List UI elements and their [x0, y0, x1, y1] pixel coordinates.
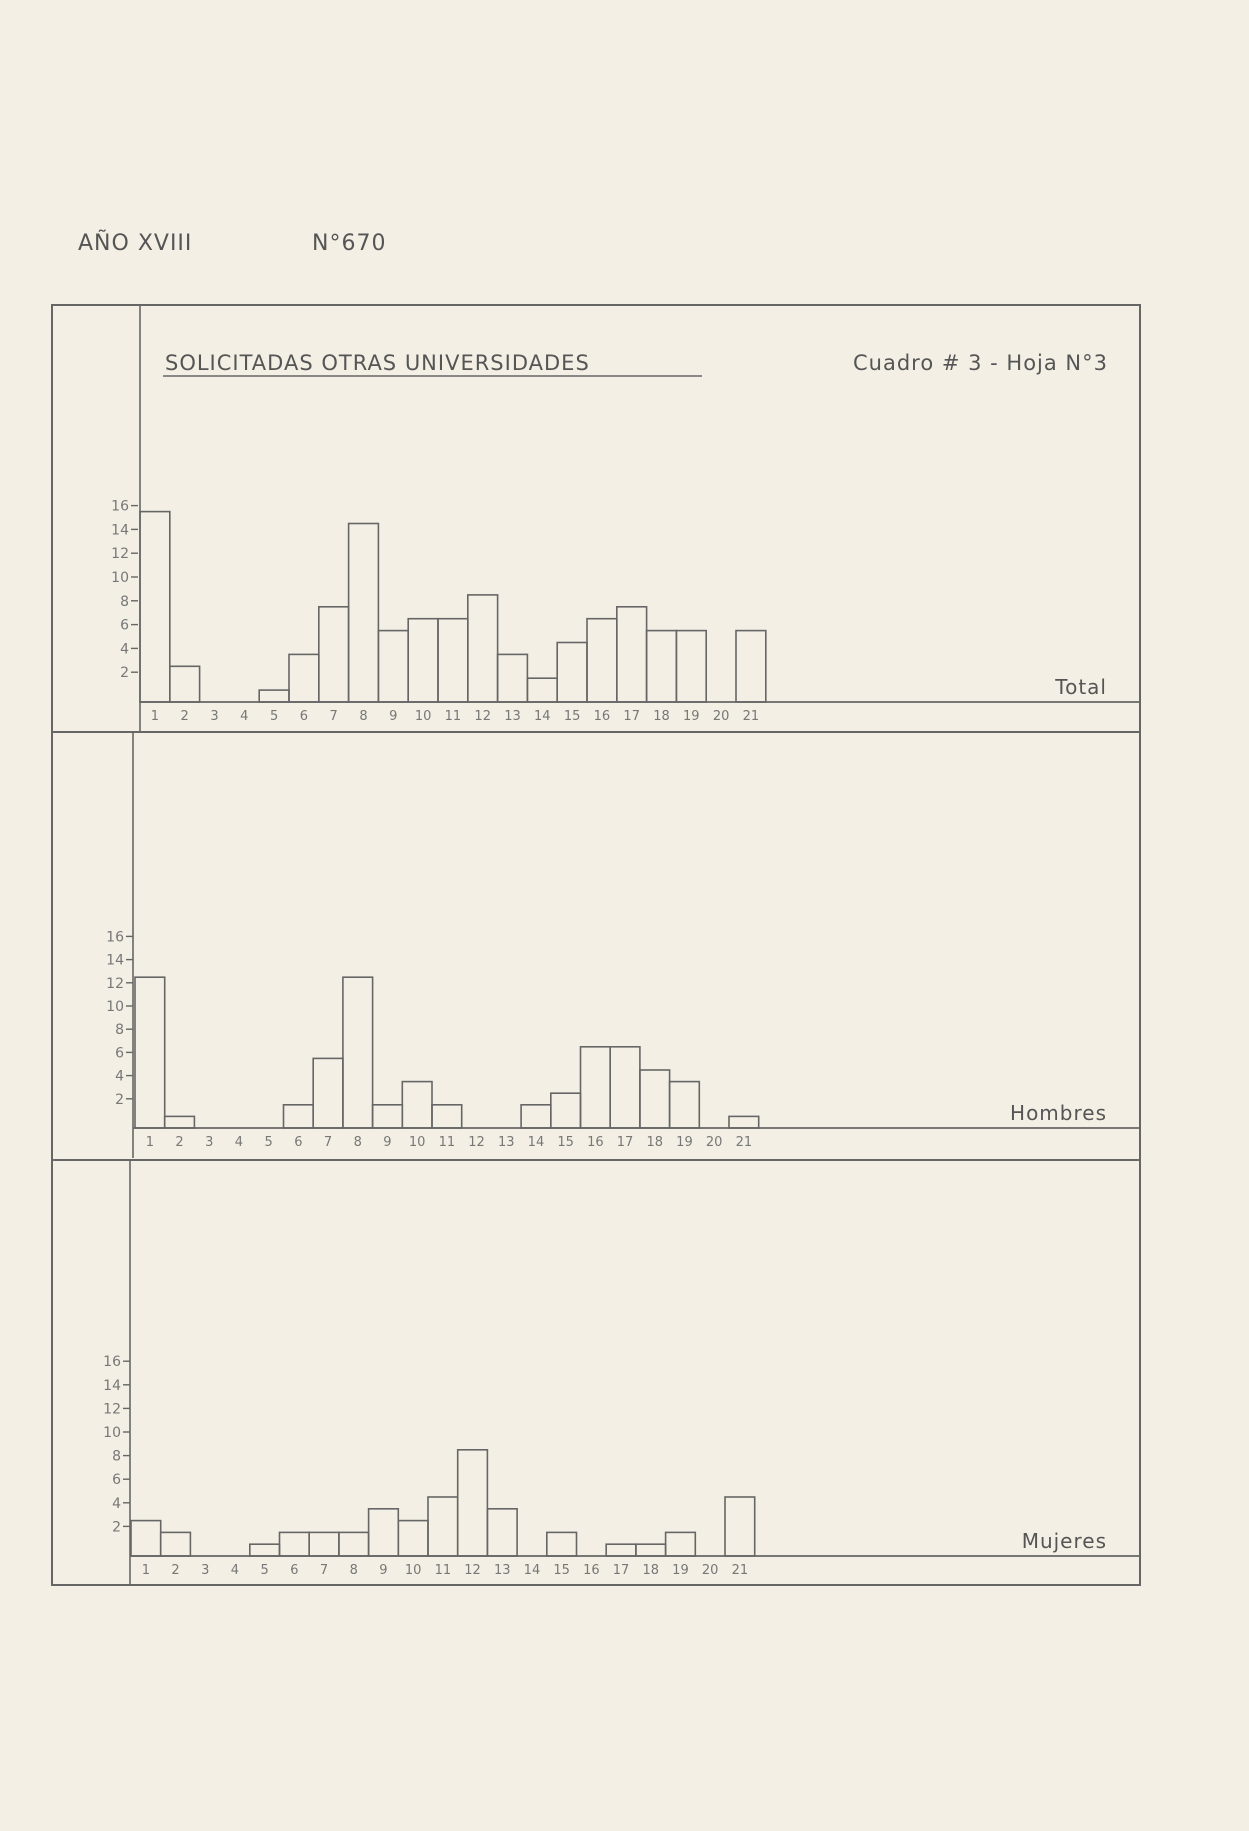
y-tick-label: 6 [120, 617, 129, 634]
x-tick-label: 13 [504, 709, 521, 724]
x-tick-label: 1 [150, 709, 160, 724]
bar [369, 1509, 399, 1556]
x-tick-label: 15 [557, 1135, 574, 1150]
x-tick-label: 4 [230, 1563, 240, 1578]
bar [647, 631, 677, 702]
x-tick-label: 14 [523, 1563, 541, 1578]
x-tick-label: 6 [294, 1135, 303, 1150]
x-tick-label: 14 [527, 1135, 545, 1150]
bar [373, 1105, 403, 1128]
bar [617, 607, 647, 702]
year-header: AÑO XVIII [78, 231, 193, 256]
bar [527, 678, 557, 702]
x-tick-label: 8 [349, 1563, 358, 1578]
x-tick-label: 9 [383, 1135, 392, 1150]
issue-number: N°670 [312, 231, 387, 256]
x-tick-label: 2 [175, 1135, 184, 1150]
bar [557, 643, 587, 703]
y-tick-label: 4 [112, 1495, 121, 1512]
bar [165, 1116, 195, 1128]
x-tick-label: 11 [444, 709, 462, 724]
x-tick-label: 19 [683, 709, 700, 724]
x-tick-label: 10 [414, 709, 432, 724]
series-label: Hombres [1010, 1101, 1107, 1125]
bar [135, 977, 165, 1128]
x-tick-label: 17 [616, 1135, 634, 1150]
x-tick-label: 19 [676, 1135, 693, 1150]
bar [428, 1497, 458, 1556]
sheet-label: Cuadro # 3 - Hoja N°3 [852, 351, 1108, 375]
x-tick-label: 13 [493, 1563, 511, 1578]
x-tick-label: 5 [269, 709, 279, 724]
x-tick-label: 14 [534, 709, 551, 724]
y-tick-label: 12 [106, 975, 124, 992]
bar [349, 524, 379, 703]
bar [438, 619, 468, 702]
x-tick-label: 9 [379, 1563, 388, 1578]
y-tick-label: 2 [112, 1519, 121, 1536]
x-tick-label: 15 [563, 709, 581, 724]
x-tick-label: 10 [404, 1563, 422, 1578]
bar [140, 512, 170, 702]
y-tick-label: 10 [106, 999, 124, 1015]
bar [606, 1544, 636, 1556]
x-tick-label: 5 [260, 1563, 269, 1578]
y-tick-label: 2 [115, 1091, 124, 1108]
x-tick-label: 6 [290, 1563, 299, 1578]
y-tick-label: 10 [103, 1425, 121, 1441]
bar [670, 1082, 700, 1128]
x-tick-label: 4 [240, 709, 249, 724]
bar [408, 619, 438, 702]
bar [636, 1544, 666, 1556]
bar [729, 1116, 759, 1128]
x-tick-label: 3 [201, 1563, 210, 1578]
bar [131, 1521, 161, 1556]
y-tick-label: 16 [111, 498, 129, 515]
x-tick-label: 20 [701, 1563, 719, 1578]
x-tick-label: 7 [319, 1563, 329, 1578]
bar [250, 1544, 280, 1556]
x-tick-label: 19 [672, 1563, 689, 1578]
y-tick-label: 16 [103, 1354, 121, 1371]
bar [343, 977, 373, 1128]
x-tick-label: 1 [145, 1135, 154, 1150]
y-tick-label: 14 [111, 522, 129, 539]
bar [319, 607, 349, 702]
y-tick-label: 6 [115, 1045, 124, 1062]
y-tick-label: 8 [112, 1448, 121, 1465]
bar [289, 654, 319, 702]
y-tick-label: 12 [111, 546, 129, 563]
bar [676, 631, 706, 702]
bar [581, 1047, 611, 1128]
y-tick-label: 14 [103, 1377, 121, 1394]
y-tick-label: 8 [115, 1022, 124, 1039]
x-tick-label: 12 [464, 1563, 481, 1578]
bar [284, 1105, 314, 1128]
x-tick-label: 7 [329, 709, 338, 724]
x-tick-label: 3 [205, 1135, 214, 1150]
bar [432, 1105, 462, 1128]
bar [161, 1532, 191, 1556]
x-tick-label: 12 [474, 709, 491, 724]
bar [610, 1047, 640, 1128]
x-tick-label: 21 [735, 1135, 753, 1150]
bar [398, 1521, 428, 1556]
y-tick-label: 12 [103, 1401, 121, 1418]
x-tick-label: 3 [210, 709, 219, 724]
series-label: Mujeres [1021, 1529, 1107, 1553]
bar [378, 631, 408, 702]
y-tick-label: 4 [120, 641, 129, 658]
x-tick-label: 6 [299, 709, 309, 724]
x-tick-label: 16 [583, 1563, 600, 1578]
bar [725, 1497, 755, 1556]
x-tick-label: 15 [553, 1563, 570, 1578]
bar [666, 1532, 696, 1556]
x-tick-label: 21 [742, 709, 760, 724]
bar [339, 1532, 369, 1556]
x-tick-label: 8 [353, 1135, 362, 1150]
bar [280, 1532, 310, 1556]
y-tick-label: 4 [115, 1068, 124, 1085]
bar [521, 1105, 551, 1128]
x-tick-label: 20 [705, 1135, 723, 1150]
bar [736, 631, 766, 702]
y-tick-label: 6 [112, 1472, 121, 1489]
x-tick-label: 18 [646, 1135, 664, 1150]
x-tick-label: 4 [234, 1135, 244, 1150]
bar [259, 690, 289, 702]
y-tick-label: 2 [120, 665, 129, 682]
x-tick-label: 1 [141, 1563, 150, 1578]
x-tick-label: 11 [438, 1135, 456, 1150]
y-tick-label: 16 [106, 929, 124, 946]
x-tick-label: 11 [434, 1563, 452, 1578]
bar [487, 1509, 517, 1556]
figure-frame [52, 305, 1140, 1585]
x-tick-label: 7 [323, 1135, 333, 1150]
x-tick-label: 12 [468, 1135, 485, 1150]
figure-title: SOLICITADAS OTRAS UNIVERSIDADES [165, 351, 590, 375]
bar [458, 1450, 488, 1556]
x-tick-label: 16 [587, 1135, 604, 1150]
bar [551, 1093, 581, 1128]
x-tick-label: 13 [497, 1135, 515, 1150]
bar [313, 1058, 343, 1128]
y-tick-label: 8 [120, 593, 129, 610]
series-label: Total [1055, 675, 1107, 699]
x-tick-label: 18 [653, 709, 670, 724]
x-tick-label: 17 [623, 709, 640, 724]
x-tick-label: 17 [612, 1563, 630, 1578]
x-tick-label: 18 [642, 1563, 660, 1578]
bar [170, 666, 200, 702]
x-tick-label: 20 [712, 709, 730, 724]
x-tick-label: 2 [171, 1563, 180, 1578]
x-tick-label: 10 [408, 1135, 426, 1150]
x-tick-label: 2 [180, 709, 189, 724]
x-tick-label: 9 [389, 709, 398, 724]
x-tick-label: 21 [731, 1563, 749, 1578]
x-tick-label: 16 [593, 709, 611, 724]
bar [402, 1082, 432, 1128]
bar [547, 1532, 577, 1556]
x-tick-label: 5 [264, 1135, 273, 1150]
bar [498, 654, 528, 702]
y-tick-label: 14 [106, 952, 124, 969]
x-tick-label: 8 [359, 709, 368, 724]
bar [468, 595, 498, 702]
y-tick-label: 10 [111, 570, 129, 586]
bar [640, 1070, 670, 1128]
bar [309, 1532, 339, 1556]
bar [587, 619, 617, 702]
